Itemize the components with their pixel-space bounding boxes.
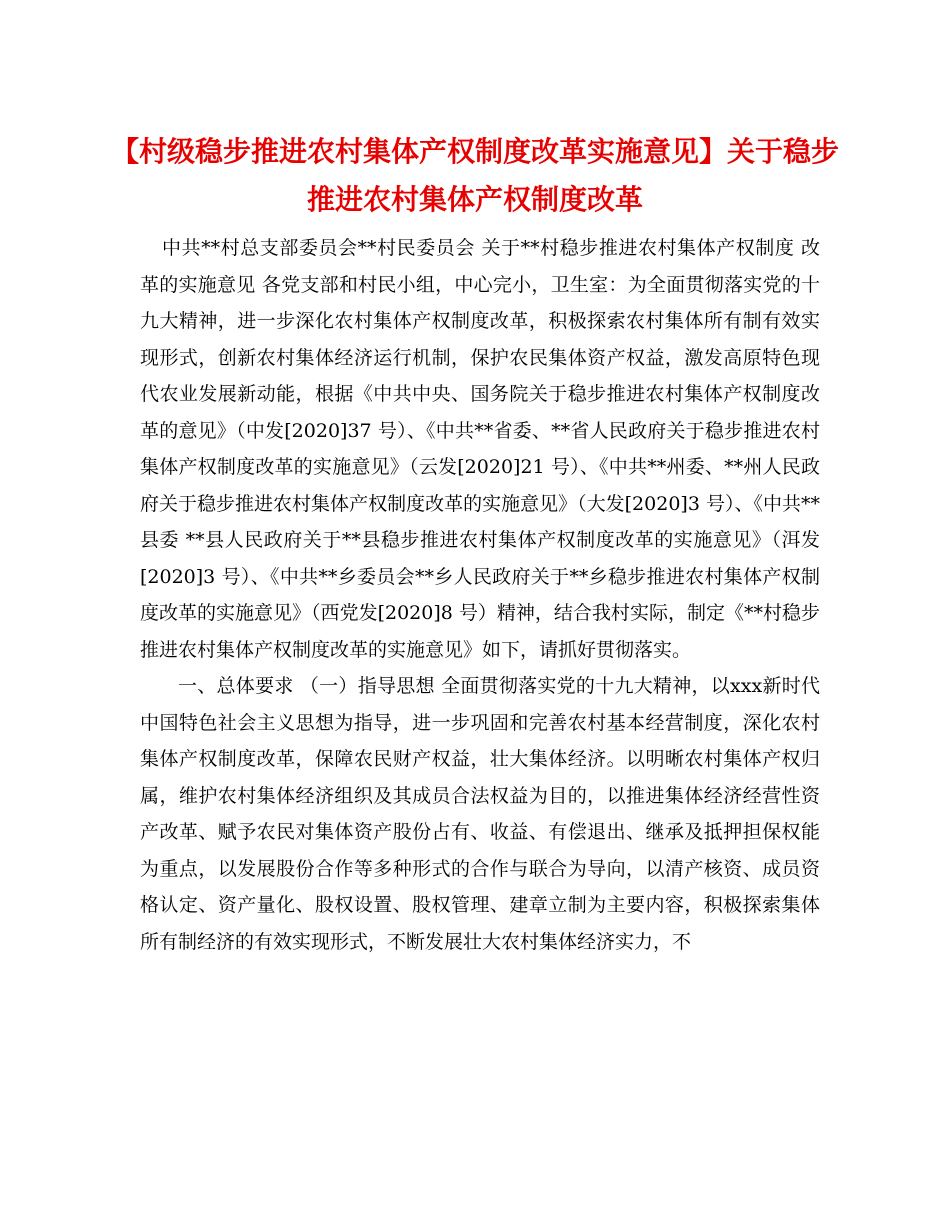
- paragraph-notice-intro: 中共**村总支部委员会**村民委员会 关于**村稳步推进农村集体产权制度 改革的实施意见 各党支部和村民小组，中心完小，卫生室：为全面贯彻落实党的十九大精神，进一步深化农村集体产权制度改革，积极探索农村集体所有制有效实现形式，创新农村集体经济运行机制，保护农民集体资产权益，激发高原特色现代农业发展新动能，根据《中共中央、国务院关于稳步推进农村集体产权制度改革的意见》（中发[2020]37 号）、《中共**省委、**省人民政府关于稳步推进农村集体产权制度改革的实施意见》（云发[2020]21 号）、《中共**州委、**州人民政府关于稳步推进农村集体产权制度改革的实施意见》（大发[2020]3 号）、《中共**县委 **县人民政府关于**县稳步推进农村集体产权制度改革的实施意见》（洱发[2020]3 号）、《中共**乡委员会**乡人民政府关于**乡稳步推进农村集体产权制度改革的实施意见》（西党发[2020]8 号）精神，结合我村实际，制定《**村稳步推进农村集体产权制度改革的实施意见》如下，请抓好贯彻落实。: [140, 237, 820, 661]
- document-body: [140, 230, 820, 960]
- paragraph-general-requirements: 一、总体要求 （一）指导思想 全面贯彻落实党的十九大精神，以xxx新时代中国特色社会主义思想为指导，进一步巩固和完善农村基本经营制度，深化农村集体产权制度改革，保障农民财产权益，壮大集体经济。以明晰农村集体产权归属，维护农村集体经济组织及其成员合法权益为目的，以推进集体经济经营性资产改革、赋予农民对集体资产股份占有、收益、有偿退出、继承及抵押担保权能为重点，以发展股份合作等多种形式的合作与联合为导向，以清产核资、成员资格认定、资产量化、股权设置、股权管理、建章立制为主要内容，积极探索集体所有制经济的有效实现形式，不断发展壮大农村集体经济实力，不: [140, 675, 820, 953]
- document-title: 【村级稳步推进农村集体产权制度改革实施意见】关于稳步推进农村集体产权制度改革: [110, 135, 839, 216]
